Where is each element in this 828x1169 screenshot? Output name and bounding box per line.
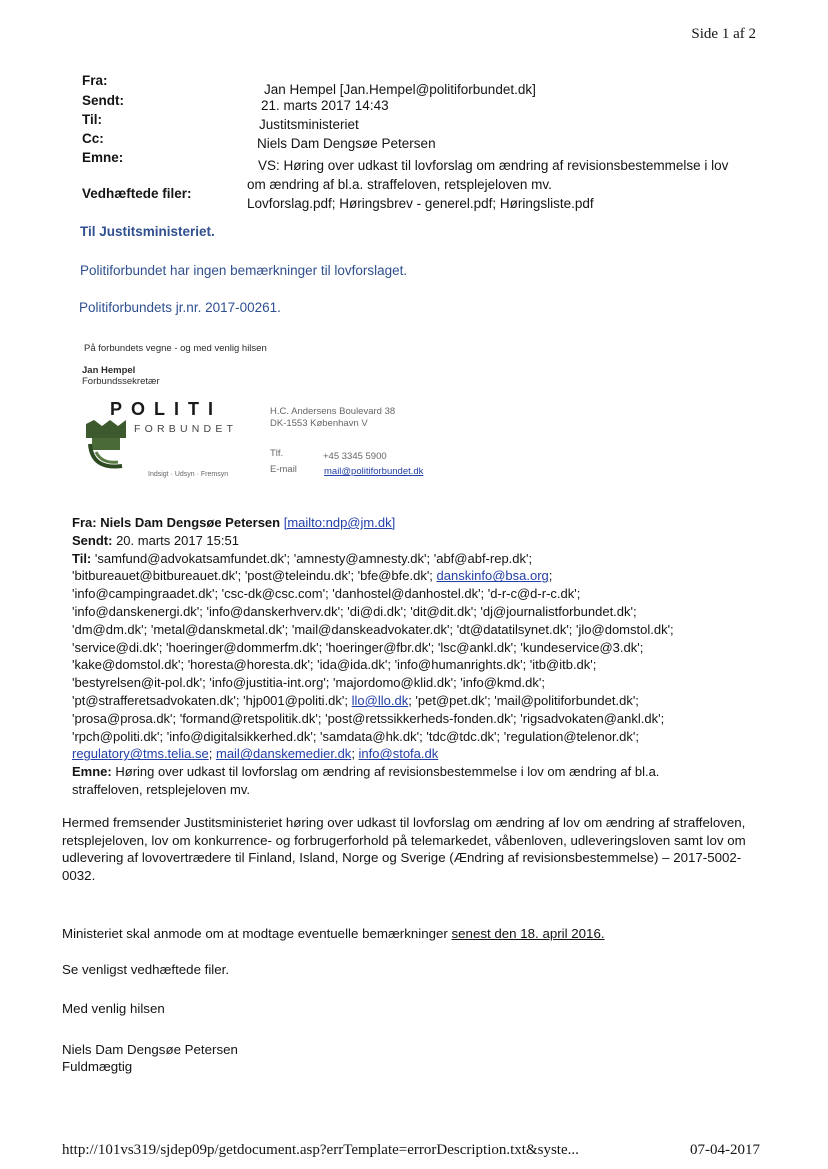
reply-regards: På forbundets vegne - og med venlig hilsen (84, 343, 267, 354)
recipient-link-danskinfo[interactable]: danskinfo@bsa.org (436, 568, 549, 584)
body-signer-name: Niels Dam Dengsøe Petersen (62, 1042, 238, 1057)
header-attachments-value[interactable]: Lovforslag.pdf; Høringsbrev - generel.pdf; Høringsliste.pdf (247, 196, 594, 211)
logo-phone-value: +45 3345 5900 (323, 451, 387, 462)
recipient-line: 'pt@strafferetsadvokaten.dk'; 'hjp001@politi.dk'; (72, 692, 349, 708)
header-subject-line2: om ændring af bl.a. straffeloven, retsplejeloven mv. (247, 177, 552, 192)
recipient-line: 'samfund@advokatsamfundet.dk'; 'amnesty@amnesty.dk'; 'abf@abf-rep.dk'; (94, 550, 533, 566)
forwarded-from-value: Niels Dam Dengsøe Petersen (100, 515, 281, 530)
recipient-line-tail: ; 'pet@pet.dk'; 'mail@politiforbundet.dk'; (408, 692, 639, 708)
recipient-link-llo[interactable]: llo@llo.dk (351, 692, 409, 708)
recipient-line: 'service@di.dk'; 'hoeringer@dommerfm.dk'; 'hoeringer@fbr.dk'; 'lsc@ankl.dk'; 'kundeservice@3.dk'; (72, 639, 644, 655)
header-subject-label: Emne: (82, 150, 124, 165)
recipient-line: 'info@danskenergi.dk'; 'info@danskerhverv.dk'; 'di@di.dk'; 'dit@dit.dk'; 'dj@journalistforbundet.dk'; (72, 603, 637, 619)
header-sent-label: Sendt: (82, 93, 124, 108)
recipient-line: 'bitbureauet@bitbureauet.dk'; 'post@teleindu.dk'; 'bfe@bfe.dk'; (72, 568, 433, 584)
reply-journal-number: Politiforbundets jr.nr. 2017-00261. (79, 300, 281, 315)
reply-signer-title: Forbundssekretær (82, 376, 160, 387)
header-subject-line1: VS: Høring over udkast til lovforslag om ændring af revisionsbestemmelse i lov (258, 158, 729, 173)
recipient-link-regulatory[interactable]: regulatory@tms.telia.se (72, 746, 209, 762)
footer-url: http://101vs319/sjdep09p/getdocument.asp?errTemplate=errorDescription.txt&syste... (62, 1142, 579, 1158)
body-deadline-text: Ministeriet skal anmode om at modtage eventuelle bemærkninger (62, 926, 448, 941)
logo-phone-label: Tlf. (270, 448, 284, 459)
reply-signer-name: Jan Hempel (82, 365, 136, 376)
forwarded-message: Fra: Niels Dam Dengsøe Petersen [mailto:ndp@jm.dk] Sendt: 20. marts 2017 15:51 Til: 'samfund@advokatsamfundet.dk'; 'amnesty@amnesty.dk'; 'abf@abf-rep.dk'; 'bitbureauet@bitbureauet.dk'; 'post@teleindu.dk'; 'bfe@bfe.dk'; danskinfo@bsa.org; 'info@campingraadet.dk'; 'csc-dk@csc.com'; 'danhostel@danhostel.dk'; 'd-r-c@d-r-c.dk'; 'info@danskenergi.dk'; 'info@danskerhverv.dk'; 'di@di.dk'; 'dit@dit.dk'; 'dj@journalistforbundet.dk'; 'dm@dm.dk'; 'metal@danskmetal.dk'; 'mail@danskeadvokater.dk'; 'dt@datatilsynet.dk'; 'jlo@domstol.dk'; 'service@di.dk'; 'hoeringer@dommerfm.dk'; 'hoeringer@fbr.dk'; 'lsc@ankl.dk'; 'kundeservice@3.dk'; 'kake@domstol.dk'; 'horesta@horesta.dk'; 'ida@ida.dk'; 'info@humanrights.dk'; 'itb@itb.dk'; 'bestyrelsen@it-pol.dk'; 'info@justitia-int.org'; 'majordomo@klid.dk'; 'info@kmd.dk'; 'pt@strafferetsadvokaten.dk'; 'hjp001@politi.dk'; llo@llo.dk; 'pet@pet.dk'; 'mail@politiforbundet.dk'; 'prosa@prosa.dk'; 'formand@retspolitik.dk'; 'post@retssikkerheds-fonden.dk'; 'rigsadvokaten@ankl.dk'; 'rpch@politi.dk'; 'info@digitalsikkerhed.dk'; 'samdata@hk.dk'; 'tdc@tdc.dk'; 'regulation@telenor.dk'; regulatory@tms.telia.se; mail@danskemedier.dk; info@stofa.dk Emne: Høring over udkast til lovforslag om ændring af revisionsbestemmelse i lov om ændring af bl.a. straffeloven, retsplejeloven mv. (72, 515, 674, 797)
recipient-link-stofa[interactable]: info@stofa.dk (358, 746, 439, 762)
forwarded-to-label: Til: (72, 550, 92, 566)
header-sent-value: 21. marts 2017 14:43 (261, 98, 389, 113)
logo-email-label: E-mail (270, 464, 297, 475)
logo-emblem-icon (82, 418, 132, 476)
recipient-line: 'bestyrelsen@it-pol.dk'; 'info@justitia-int.org'; 'majordomo@klid.dk'; 'info@kmd.dk'; (72, 675, 545, 691)
logo-address-line2: DK-1553 København V (270, 418, 368, 429)
logo-email-link[interactable]: mail@politiforbundet.dk (324, 466, 424, 477)
recipient-line: 'dm@dm.dk'; 'metal@danskmetal.dk'; 'mail@danskeadvokater.dk'; 'dt@datatilsynet.dk'; 'jlo@domstol.dk'; (72, 621, 674, 637)
logo-address-line1: H.C. Andersens Boulevard 38 (270, 406, 396, 417)
reply-salutation: Til Justitsministeriet. (80, 224, 215, 239)
body-attachments-note: Se venligst vedhæftede filer. (62, 962, 230, 977)
recipient-line: 'prosa@prosa.dk'; 'formand@retspolitik.dk'; 'post@retssikkerheds-fonden.dk'; 'rigsadvokaten@ankl.dk'; (72, 710, 665, 726)
header-from-label: Fra: (82, 73, 108, 88)
logo-word-politi: POLITI (110, 399, 222, 419)
body-paragraph-hearing: Hermed fremsender Justitsministeriet høring over udkast til lovforslag om ændring af lov om ændring af straffeloven, retsplejeloven, lov om konkurrence- og forbrugerforhold på telemarkedet, våbenloven, udleveringsloven samt lov om udlevering af lovovertrædere til Finland, Island, Norge og Sverige (Ændring af revisionsbestemmelse) – 2017-5002-0032. (62, 815, 746, 883)
header-from-value: Jan Hempel [Jan.Hempel@politiforbundet.dk] (264, 82, 536, 97)
logo-word-forbundet: FORBUNDET (134, 423, 238, 435)
header-to-label: Til: (82, 112, 102, 127)
forwarded-from-mailto-link[interactable]: [mailto:ndp@jm.dk] (283, 515, 396, 530)
recipient-line: 'kake@domstol.dk'; 'horesta@horesta.dk'; 'ida@ida.dk'; 'info@humanrights.dk'; 'itb@itb.dk'; (72, 657, 597, 673)
logo-tagline: Indsigt · Udsyn · Fremsyn (148, 471, 229, 478)
page-number: Side 1 af 2 (691, 26, 756, 42)
reply-statement: Politiforbundet har ingen bemærkninger til lovforslaget. (80, 263, 408, 278)
body-signer-title: Fuldmægtig (62, 1059, 133, 1074)
forwarded-sent-label: Sendt: (72, 532, 113, 548)
body-deadline-date: senest den 18. april 2016. (451, 926, 605, 941)
header-to-value: Justitsministeriet (259, 117, 359, 132)
forwarded-from-label: Fra: (72, 515, 97, 530)
header-attachments-label: Vedhæftede filer: (82, 186, 192, 201)
recipient-link-danskemedier[interactable]: mail@danskemedier.dk (215, 746, 352, 762)
header-cc-label: Cc: (82, 131, 104, 146)
body-closing: Med venlig hilsen (62, 1001, 165, 1016)
forwarded-sent-value: 20. marts 2017 15:51 (116, 532, 239, 548)
header-cc-value: Niels Dam Dengsøe Petersen (257, 136, 436, 151)
forwarded-subject-label: Emne: (72, 764, 112, 780)
body-paragraph-deadline (62, 925, 752, 943)
recipient-line: 'rpch@politi.dk'; 'info@digitalsikkerhed.dk'; 'samdata@hk.dk'; 'tdc@tdc.dk'; 'regulation@telenor.dk'; (72, 728, 640, 744)
forwarded-subject-value: Høring over udkast til lovforslag om ændring af revisionsbestemmelse i lov om ændring af bl.a. straffeloven, retsplejeloven mv. (72, 764, 660, 797)
footer-date: 07-04-2017 (690, 1142, 760, 1158)
recipient-line: 'info@campingraadet.dk'; 'csc-dk@csc.com'; 'danhostel@danhostel.dk'; 'd-r-c@d-r-c.dk'; (72, 586, 581, 602)
